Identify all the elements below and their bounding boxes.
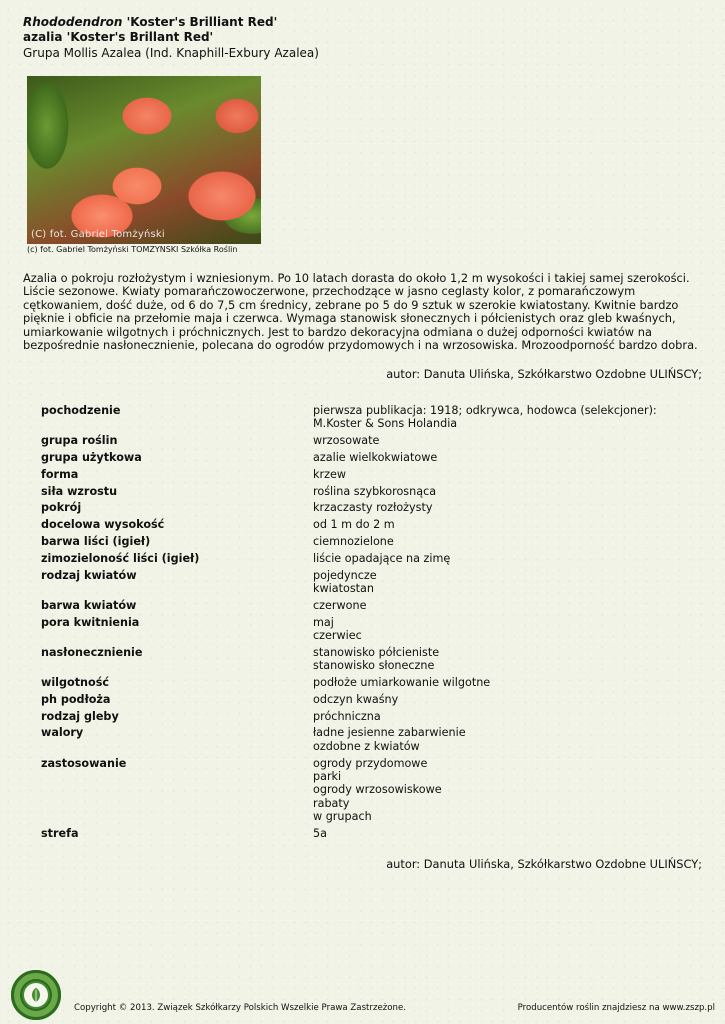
plant-description: Azalia o pokroju rozłożystym i wzniesionym. Po 10 latach dorasta do około 1,2 m wysokości i takiej samej szerokości. Liście sezonowe. Kwiaty pomarańczowoczerwone, przechodzące w jasno ceglasty kolor, z pomarańczowym cętkowaniem, dość duże, od 6 do 7,5 cm średnicy, zebrane po 5 do 9 sztuk w szerokie kwiatostany. Kwitnie bardzo pięknie i obficie na przełomie maja i czerwca. Wymaga stanowisk słonecznych i półcienistych oraz gleb kwaśnych, umiarkowanie wilgotnych i próchnicznych. Jest to bardzo dekoracyjna odmiana o dużej odporności kwiatów na bezpośrednie nasłonecznienie, polecana do ogrodów przydomowych i na wrzosowiska. Mrozoodporność bardzo dobra.: [23, 271, 698, 353]
property-label: pora kwitnienia: [41, 615, 140, 629]
plant-group: Grupa Mollis Azalea (Ind. Knaphill-Exbury Azalea): [23, 46, 319, 60]
property-row: [41, 552, 691, 565]
property-value: wrzosowate: [313, 434, 380, 448]
property-row: [41, 518, 691, 531]
property-value: ogrody przydomowe: [313, 756, 428, 770]
property-values: [313, 485, 691, 498]
property-label: zastosowanie: [41, 756, 127, 770]
property-row: [41, 434, 691, 447]
property-values: [313, 434, 691, 447]
property-label: ph podłoża: [41, 692, 111, 706]
property-values: [313, 616, 691, 643]
property-values: [313, 757, 691, 824]
property-label: barwa kwiatów: [41, 598, 137, 612]
property-label: nasłonecznienie: [41, 645, 143, 659]
property-row: [41, 501, 691, 514]
property-row: [41, 599, 691, 612]
property-value: parki: [313, 769, 342, 783]
property-values: [313, 599, 691, 612]
property-label: siła wzrostu: [41, 484, 118, 498]
property-values: [313, 468, 691, 481]
property-row: [41, 451, 691, 464]
property-value: kwiatostan: [313, 581, 374, 595]
property-value: w grupach: [313, 810, 372, 824]
photo-watermark: (C) fot. Gabriel Tomżyński: [31, 229, 165, 240]
property-values: [313, 693, 691, 706]
photo-caption: (c) fot. Gabriel Tomżyński TOMZYNSKI Szkółka Roślin: [27, 245, 238, 254]
property-values: [313, 569, 691, 596]
property-value: od 1 m do 2 m: [313, 518, 395, 532]
property-values: [313, 827, 691, 840]
property-row: [41, 404, 691, 431]
property-value: 5a: [313, 827, 327, 840]
property-value: krzew: [313, 467, 346, 481]
property-values: [313, 676, 691, 689]
property-value: podłoże umiarkowanie wilgotne: [313, 675, 491, 689]
property-label: rodzaj gleby: [41, 709, 119, 723]
author-credit-bottom: autor: Danuta Ulińska, Szkółkarstwo Ozdobne ULIŃSCY;: [386, 857, 702, 871]
property-row: [41, 569, 691, 596]
property-value: roślina szybkorosnąca: [313, 484, 437, 498]
property-value: pierwsza publikacja: 1918; odkrywca, hodowca (selekcjoner): M.Koster & Sons Holandia: [313, 404, 657, 431]
cultivar-name: 'Koster's Brilliant Red': [122, 15, 278, 29]
property-row: [41, 485, 691, 498]
property-value: stanowisko słoneczne: [313, 659, 435, 673]
property-row: [41, 710, 691, 723]
property-value: ładne jesienne zabarwienie: [313, 726, 466, 740]
property-value: czerwiec: [313, 628, 362, 642]
property-values: [313, 518, 691, 531]
property-value: rabaty: [313, 796, 350, 810]
genus-name: Rhododendron: [23, 15, 123, 29]
producers-link[interactable]: Producentów roślin znajdziesz na www.zszp.pl: [517, 1003, 715, 1013]
property-values: [313, 501, 691, 514]
property-row: [41, 827, 691, 840]
property-values: [313, 552, 691, 565]
property-label: grupa roślin: [41, 434, 118, 448]
copyright-text: Copyright © 2013. Związek Szkółkarzy Polskich Wszelkie Prawa Zastrzeżone.: [74, 1003, 406, 1013]
property-values: [313, 646, 691, 673]
property-value: maj: [313, 615, 334, 629]
property-row: [41, 693, 691, 706]
property-value: pojedyncze: [313, 568, 377, 582]
property-values: [313, 404, 691, 431]
property-value: ogrody wrzosowiskowe: [313, 783, 442, 797]
property-value: próchniczna: [313, 709, 381, 723]
property-values: [313, 726, 691, 753]
property-value: azalie wielkokwiatowe: [313, 451, 438, 464]
property-label: rodzaj kwiatów: [41, 568, 137, 582]
property-row: [41, 646, 691, 673]
property-value: liście opadające na zimę: [313, 551, 451, 565]
property-label: pochodzenie: [41, 404, 121, 417]
property-row: [41, 535, 691, 548]
leaf-icon: [27, 986, 45, 1004]
property-value: ciemnozielone: [313, 534, 394, 548]
property-label: grupa użytkowa: [41, 451, 142, 464]
property-label: forma: [41, 467, 79, 481]
property-label: pokrój: [41, 501, 82, 515]
property-row: [41, 757, 691, 824]
property-value: krzaczasty rozłożysty: [313, 501, 433, 515]
property-values: [313, 451, 691, 464]
property-row: [41, 616, 691, 643]
leaf-seal-icon[interactable]: [11, 970, 61, 1020]
property-label: strefa: [41, 827, 79, 840]
property-value: czerwone: [313, 598, 367, 612]
property-label: docelowa wysokość: [41, 518, 165, 532]
property-row: [41, 676, 691, 689]
property-value: odczyn kwaśny: [313, 692, 399, 706]
property-label: wilgotność: [41, 675, 109, 689]
property-value: stanowisko półcieniste: [313, 645, 440, 659]
property-values: [313, 710, 691, 723]
property-row: [41, 468, 691, 481]
plant-latin-name: [23, 15, 277, 30]
plant-photo: [27, 76, 261, 244]
property-label: zimozieloność liści (igieł): [41, 551, 200, 565]
plant-common-name: azalia 'Koster's Brillant Red': [23, 30, 214, 44]
property-value: ozdobne z kwiatów: [313, 739, 420, 753]
properties-table: [41, 404, 691, 844]
author-credit-top: autor: Danuta Ulińska, Szkółkarstwo Ozdobne ULIŃSCY;: [386, 367, 702, 381]
property-row: [41, 726, 691, 753]
property-values: [313, 535, 691, 548]
property-label: barwa liści (igieł): [41, 534, 151, 548]
property-label: walory: [41, 726, 84, 740]
